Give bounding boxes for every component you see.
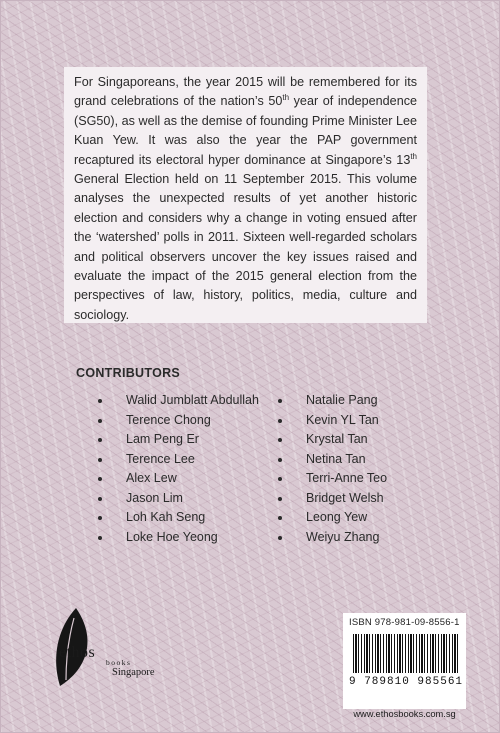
barcode-icon: [353, 634, 459, 673]
contributor-item: Lam Peng Er: [126, 430, 259, 450]
isbn-number: ISBN 978-981-09-8556-1: [349, 617, 460, 628]
ordinal-suffix-2: th: [410, 151, 417, 161]
contributors-list-left: [126, 391, 259, 547]
publisher-location: Singapore: [112, 667, 155, 678]
contributor-item: Jason Lim: [126, 489, 259, 509]
contributors-list-right: [306, 391, 387, 547]
contributor-item: Natalie Pang: [306, 391, 387, 411]
contributor-item: Alex Lew: [126, 469, 259, 489]
contributor-item: Terri-Anne Teo: [306, 469, 387, 489]
synopsis-part-1: For Singaporeans, the year 2015 will be remembered for its grand celebrations of the nation’s 50: [74, 75, 417, 109]
publisher-name: ethos: [59, 644, 96, 661]
contributor-item: Krystal Tan: [306, 430, 387, 450]
synopsis-part-3: General Election held on 11 September 2015. This volume analyses the unexpected results of yet another historic election and considers why a change in voting ensued after the ‘watershed’ polls in 2011. Sixteen well-regarded scholars and political observers uncover the key issues raised and evaluate the impact of the 2015 general election from the perspectives of law, history, politics, media, culture and sociology.: [74, 172, 417, 322]
contributor-item: Kevin YL Tan: [306, 411, 387, 431]
contributor-item: Terence Lee: [126, 450, 259, 470]
synopsis-panel: [64, 67, 427, 323]
contributor-item: Terence Chong: [126, 411, 259, 431]
ordinal-suffix-1: th: [282, 93, 290, 103]
contributor-item: Weiyu Zhang: [306, 528, 387, 548]
contributors-heading: CONTRIBUTORS: [76, 366, 181, 380]
synopsis-text: [74, 73, 417, 325]
contributor-item: Leong Yew: [306, 508, 387, 528]
publisher-logo: [46, 600, 206, 690]
publisher-subtitle: books: [106, 658, 132, 667]
contributor-item: Loh Kah Seng: [126, 508, 259, 528]
barcode-digits: 9 789810 985561: [349, 676, 464, 688]
contributor-item: Netina Tan: [306, 450, 387, 470]
publisher-website: www.ethosbooks.com.sg: [353, 709, 456, 719]
contributor-item: Walid Jumblatt Abdullah: [126, 391, 259, 411]
contributor-item: Bridget Welsh: [306, 489, 387, 509]
synopsis-part-2: year of independence (SG50), as well as the demise of founding Prime Minister Lee Kuan Yew. It was also the year the PAP government recaptured its electoral hyper dominance at Singapore’s 13: [74, 94, 417, 167]
contributor-item: Loke Hoe Yeong: [126, 528, 259, 548]
isbn-barcode-panel: [343, 613, 466, 709]
